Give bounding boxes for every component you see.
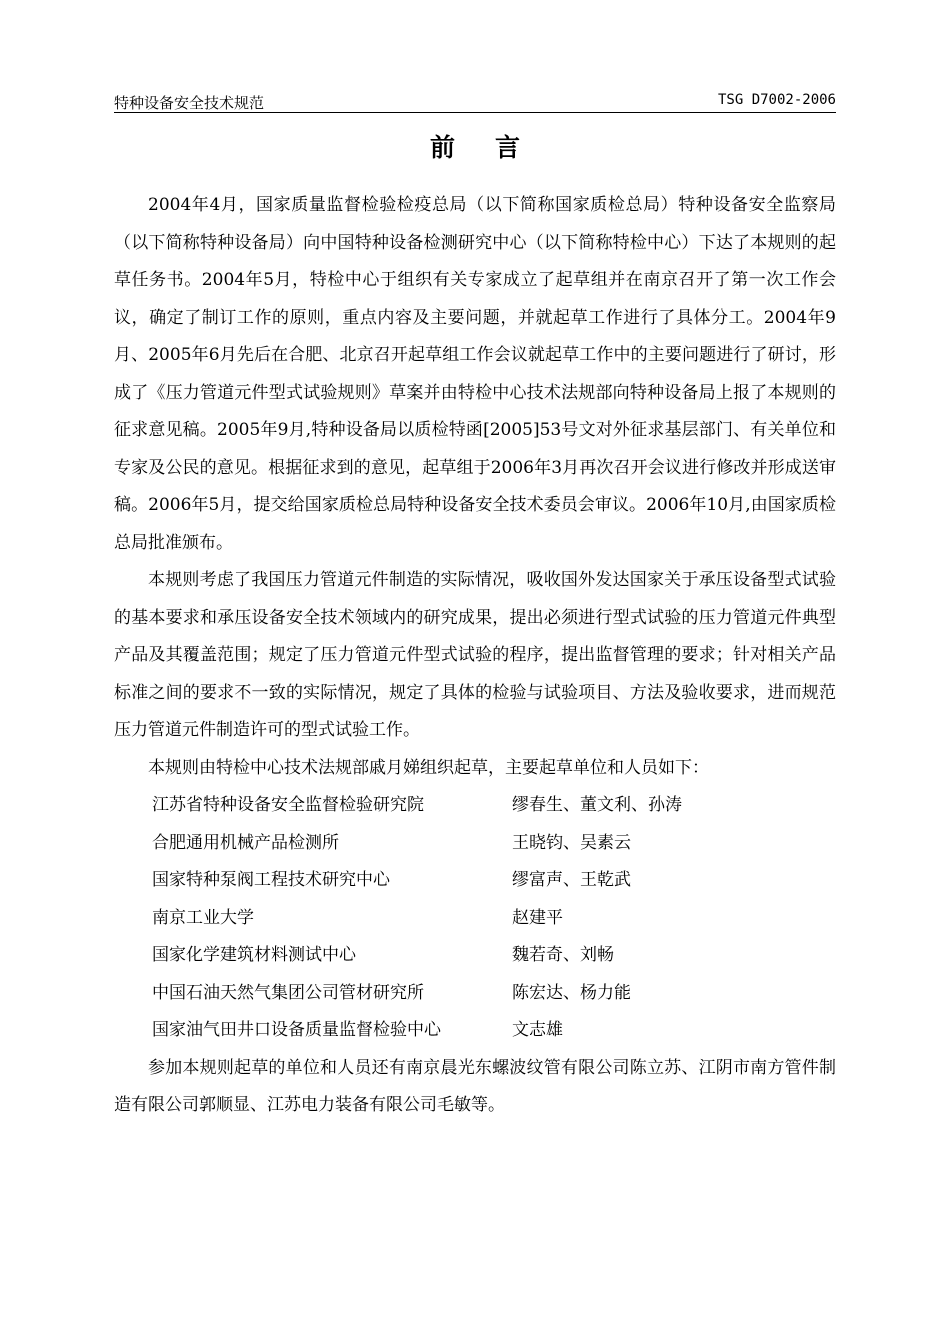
organization-name: 合肥通用机械产品检测所 [152,832,339,853]
drafting-organizations-list [114,787,836,1050]
paragraph-scope: 本规则考虑了我国压力管道元件制造的实际情况，吸收国外发达国家关于承压设备型式试验的基本要求和承压设备安全技术领域内的研究成果，提出必须进行型式试验的压力管道元件典型产品及其覆盖范围；规定了压力管道元件型式试验的程序，提出监督管理的要求；针对相关产品标准之间的要求不一致的实际情况，规定了具体的检验与试验项目、方法及验收要求，进而规范压力管道元件制造许可的型式试验工作。 [114,570,836,740]
paragraph-drafters-intro: 本规则由特检中心技术法规部戚月娣组织起草，主要起草单位和人员如下： [148,757,709,778]
list-item [114,1012,836,1050]
page-header [114,92,836,113]
list-item [114,787,836,825]
organization-name: 国家特种泵阀工程技术研究中心 [152,870,390,890]
organization-people: 缪富声、王乾武 [512,870,631,890]
organization-people: 赵建平 [512,907,563,928]
organization-people: 王晓钧、吴素云 [512,832,631,853]
header-spec-category: 特种设备安全技术规范 [114,94,265,112]
document-body [114,187,836,1125]
organization-name: 国家油气田井口设备质量监督检验中心 [152,1020,441,1040]
organization-people: 魏若奇、刘畅 [512,945,614,965]
list-item [114,975,836,1013]
header-spec-code: TSG D7002-2006 [717,92,836,108]
list-item [114,937,836,975]
organization-people: 缪春生、董文利、孙涛 [512,795,682,815]
list-item [114,862,836,900]
organization-name: 国家化学建筑材料测试中心 [152,945,356,965]
page-title: 前言 [429,133,560,162]
paragraph-additional-participants: 参加本规则起草的单位和人员还有南京晨光东螺波纹管有限公司陈立苏、江阴市南方管件制造有限公司郭顺显、江苏电力装备有限公司毛敏等。 [114,1057,836,1115]
paragraph-history: 2004年4月，国家质量监督检验检疫总局（以下简称国家质检总局）特种设备安全监察局（以下简称特种设备局）向中国特种设备检测研究中心（以下简称特检中心）下达了本规则的起草任务书。2004年5月，特检中心于组织有关专家成立了起草组并在南京召开了第一次工作会议，确定了制订工作的原则，重点内容及主要问题，并就起草工作进行了具体分工。2004年9月、2005年6月先后在合肥、北京召开起草组工作会议就起草工作中的主要问题进行了研讨，形成了《压力管道元件型式试验规则》草案并由特检中心技术法规部向特种设备局上报了本规则的征求意见稿。2005年9月,特种设备局以质检特函[2005]53号文对外征求基层部门、有关单位和专家及公民的意见。根据征求到的意见，起草组于2006年3月再次召开会议进行修改并形成送审稿。2006年5月，提交给国家质检总局特种设备安全技术委员会审议。2006年10月,由国家质检总局批准颁布。 [114,195,836,553]
organization-name: 南京工业大学 [152,907,254,928]
organization-name: 江苏省特种设备安全监督检验研究院 [152,795,424,815]
list-item [114,825,836,863]
organization-people: 文志雄 [512,1020,563,1040]
organization-name: 中国石油天然气集团公司管材研究所 [152,982,424,1003]
organization-people: 陈宏达、杨力能 [512,982,631,1003]
list-item [114,900,836,938]
